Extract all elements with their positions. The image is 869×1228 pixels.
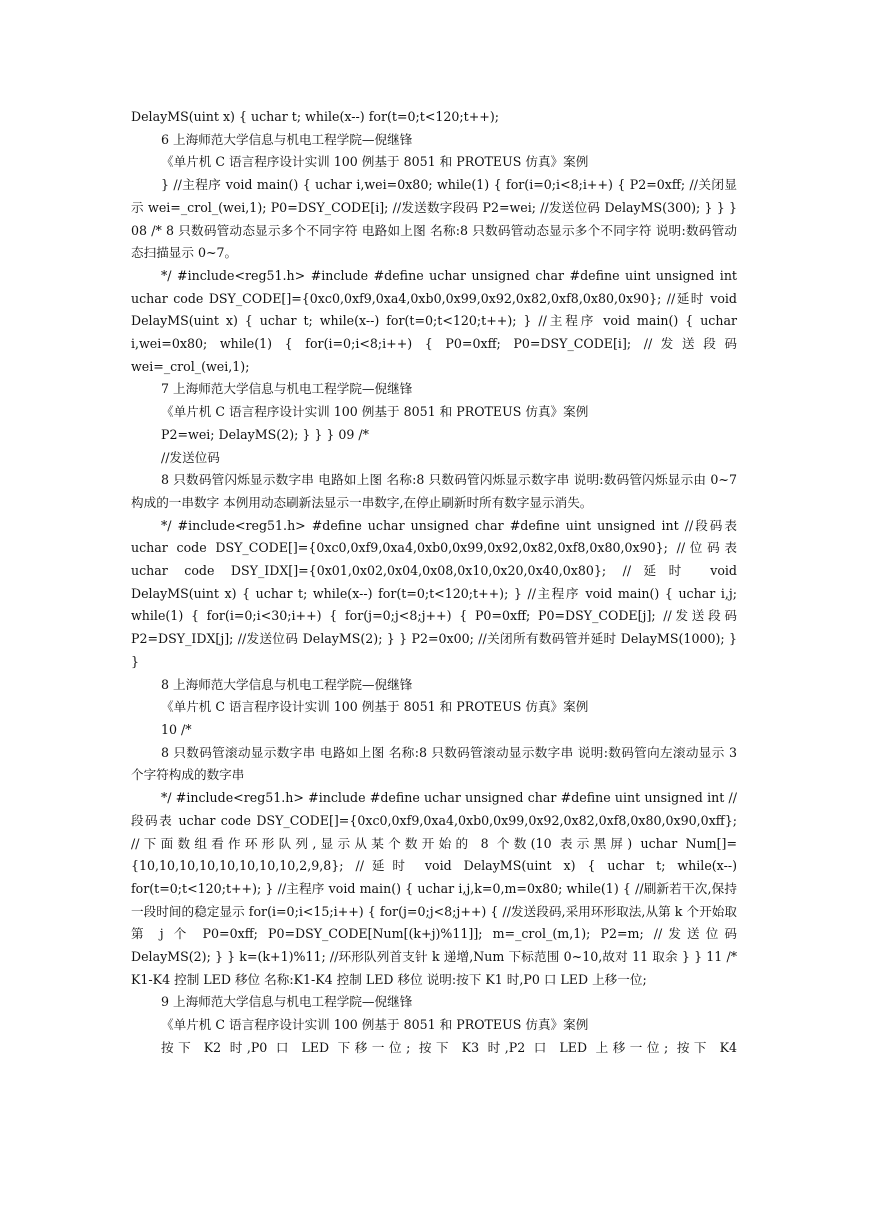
paragraph: */ #include<reg51.h> #include #define uchar unsigned char #define uint unsigned int uchar code DSY_CODE[]={0xc0,0xf9,0xa4,0xb0,0x99,0x92,0x82,0xf8,0x80,0x90}; //延时 void DelayMS(uint x) { uchar t; while(x--) for(t=0;t<120;t++); } //主程序 void main() { uchar i,wei=0x80; while(1) { for(i=0;i<8;i++) { P0=0xff; P0=DSY_CODE[i]; //发送段码 wei=_crol_(wei,1); [131,267,737,374]
paragraph: 10 /* [161,721,192,737]
paragraph: 《单片机 C 语言程序设计实训 100 例基于 8051 和 PROTEUS 仿真》案例 [161,154,589,170]
paragraph: 8 上海师范大学信息与机电工程学院—倪继锋 [161,676,413,692]
paragraph: P2=wei; DelayMS(2); } } } 09 /* [161,426,369,442]
paragraph: 《单片机 C 语言程序设计实训 100 例基于 8051 和 PROTEUS 仿真》案例 [161,699,589,715]
paragraph: 8 只数码管滚动显示数字串 电路如上图 名称:8 只数码管滚动显示数字串 说明:数码管向左滚动显示 3 个字符构成的数字串 [131,744,737,783]
paragraph: 《单片机 C 语言程序设计实训 100 例基于 8051 和 PROTEUS 仿真》案例 [161,404,589,420]
paragraph: //发送位码 [161,449,220,465]
paragraph: 9 上海师范大学信息与机电工程学院—倪继锋 [161,994,413,1010]
paragraph: */ #include<reg51.h> #define uchar unsigned char #define uint unsigned int //段码表 uchar code DSY_CODE[]={0xc0,0xf9,0xa4,0xb0,0x99,0x92,0x82,0xf8,0x80,0x90}; //位码表 uchar code DSY_IDX[]={0x01,0x02,0x04,0x08,0x10,0x20,0x40,0x80}; //延时 void DelayMS(uint x) { uchar t; while(x--) for(t=0;t<120;t++); } //主程序 void main() { uchar i,j; while(1) { for(i=0;i<30;i++) { for(j=0;j<8;j++) { P0=0xff; P0=DSY_CODE[j]; //发送段码 P2=DSY_IDX[j]; //发送位码 DelayMS(2); } } P2=0x00; //关闭所有数码管并延时 DelayMS(1000); } } [131,517,737,669]
paragraph: 7 上海师范大学信息与机电工程学院—倪继锋 [161,381,413,397]
paragraph: 《单片机 C 语言程序设计实训 100 例基于 8051 和 PROTEUS 仿真》案例 [161,1017,589,1033]
paragraph: 按下 K2 时,P0 口 LED 下移一位; 按下 K3 时,P2 口 LED 上移一位; 按下 K4 [161,1039,737,1055]
paragraph: */ #include<reg51.h> #include #define uchar unsigned char #define uint unsigned int //段码表 uchar code DSY_CODE[]={0xc0,0xf9,0xa4,0xb0,0x99,0x92,0x82,0xf8,0x80,0x90,0xff}; //下面数组看作环形队列,显示从某个数开始的 8 个数(10 表示黑屏) uchar Num[]={10,10,10,10,10,10,10,10,2,9,8}; //延时 void DelayMS(uint x) { uchar t; while(x--) for(t=0;t<120;t++); } //主程序 void main() { uchar i,j,k=0,m=0x80; while(1) { //刷新若干次,保持一段时间的稳定显示 for(i=0;i<15;i++) { for(j=0;j<8;j++) { //发送段码,采用环形取法,从第 k 个开始取第 j 个 P0=0xff; P0=DSY_CODE[Num[(k+j)%11]]; m=_crol_(m,1); P2=m; //发送位码 DelayMS(2); } } k=(k+1)%11; //环形队列首支针 k 递增,Num 下标范围 0~10,故对 11 取余 } } 11 /* K1-K4 控制 LED 移位 名称:K1-K4 控制 LED 移位 说明:按下 K1 时,P0 口 LED 上移一位; [131,790,737,987]
document-body [131,106,737,1060]
paragraph: 6 上海师范大学信息与机电工程学院—倪继锋 [161,131,413,147]
paragraph: DelayMS(uint x) { uchar t; while(x--) for(t=0;t<120;t++); [131,109,499,124]
paragraph: } //主程序 void main() { uchar i,wei=0x80; while(1) { for(i=0;i<8;i++) { P2=0xff; //关闭显示 wei=_crol_(wei,1); P0=DSY_CODE[i]; //发送数字段码 P2=wei; //发送位码 DelayMS(300); } } } 08 /* 8 只数码管动态显示多个不同字符 电路如上图 名称:8 只数码管动态显示多个不同字符 说明:数码管动态扫描显示 0~7。 [131,177,737,261]
paragraph: 8 只数码管闪烁显示数字串 电路如上图 名称:8 只数码管闪烁显示数字串 说明:数码管闪烁显示由 0~7 构成的一串数字 本例用动态刷新法显示一串数字,在停止刷新时所有数字显示消失。 [131,472,737,510]
